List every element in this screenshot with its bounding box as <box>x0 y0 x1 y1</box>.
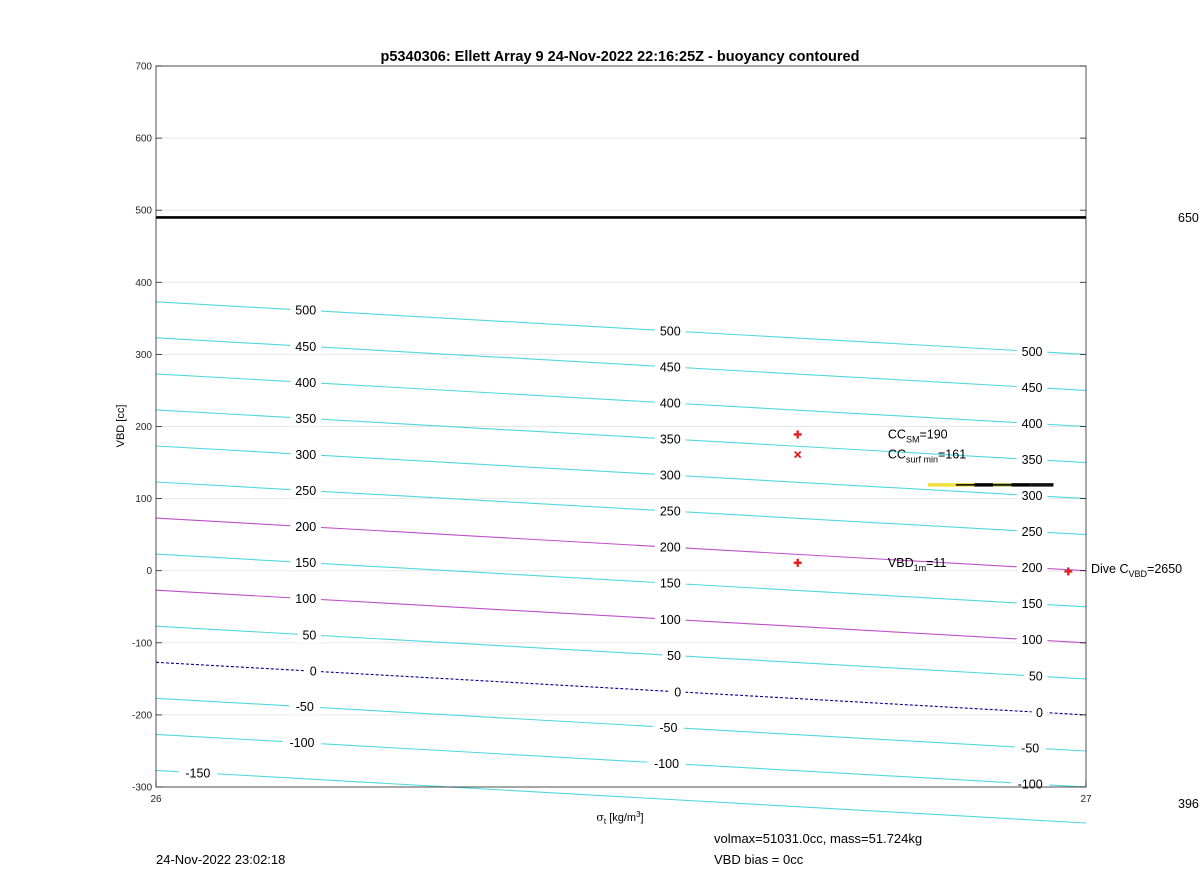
contour-label-150-0: 150 <box>295 556 317 571</box>
contour-label--100-1: -100 <box>654 756 680 771</box>
contour-label-100-1: 100 <box>659 612 681 627</box>
tick-label-layer <box>132 62 1092 806</box>
x-axis-label-sub: t <box>603 817 607 826</box>
hline-right-label: 650 <box>1178 211 1199 225</box>
marker-Dive_C_VBD <box>1064 567 1072 575</box>
contour-label-50-0: 50 <box>302 628 317 643</box>
contour-label-350-0: 350 <box>295 411 317 426</box>
x-axis-label <box>596 810 643 826</box>
contour-label-100-2: 100 <box>1021 633 1043 648</box>
marker-label-CC_surf_min: $CC_{surf min}=161$ <box>887 447 967 465</box>
x-axis-label-unit-sup: 3 <box>636 810 641 819</box>
y-tick-label-3: 400 <box>135 277 152 289</box>
contour-label-0-0: 0 <box>309 664 317 679</box>
footer-vbd-bias: VBD bias = 0cc <box>714 852 804 867</box>
contour-label-200-2: 200 <box>1021 561 1043 576</box>
dive-cvbd-prefix: Dive C <box>1091 562 1129 576</box>
contour-label-400-1: 400 <box>659 396 681 411</box>
contour-label-200-0: 200 <box>295 520 317 535</box>
contour-label-200-1: 200 <box>659 540 681 555</box>
marker-CC_SM <box>794 430 802 438</box>
contour-label--50-0: -50 <box>295 700 314 715</box>
contour-label-50-2: 50 <box>1028 669 1043 684</box>
bottom-right-label: 396 <box>1178 797 1199 811</box>
contour-label-layer <box>179 302 1050 792</box>
contour-label-450-2: 450 <box>1021 380 1043 395</box>
contour-label-400-2: 400 <box>1021 416 1043 431</box>
y-tick-label-6: 100 <box>135 494 152 506</box>
y-tick-label-5: 200 <box>135 422 152 433</box>
contour-label-300-0: 300 <box>295 447 317 462</box>
x-tick-label-1: 27 <box>1080 794 1092 805</box>
contour-label-250-2: 250 <box>1021 525 1043 540</box>
contour-label-450-0: 450 <box>295 339 317 354</box>
contour-label-150-1: 150 <box>659 576 681 591</box>
contour-label-300-2: 300 <box>1021 489 1043 504</box>
contour-label-50-1: 50 <box>667 649 681 664</box>
contour-label-500-2: 500 <box>1021 344 1043 359</box>
marker-CC_surf_min <box>795 452 801 458</box>
y-tick-label-7: 0 <box>146 566 152 578</box>
y-tick-label-9: -200 <box>131 710 152 722</box>
footer-timestamp: 24-Nov-2022 23:02:18 <box>156 852 286 867</box>
y-tick-label-4: 300 <box>135 349 152 361</box>
contour-line-50 <box>156 626 1086 679</box>
dive-cvbd-sub: VBD <box>1128 569 1148 579</box>
contour-label-0-2: 0 <box>1036 705 1043 720</box>
dive-cvbd-label <box>1091 562 1182 579</box>
footer-volmax: volmax=51031.0cc, mass=51.724kg <box>714 831 923 846</box>
marker-VBD_1m <box>794 559 802 567</box>
chart-title: p5340306: Ellett Array 9 24-Nov-2022 22:16:25Z - buoyancy contoured <box>380 49 860 65</box>
y-tick-label-0: 700 <box>135 61 152 73</box>
contour-label-250-1: 250 <box>659 504 681 519</box>
contour-label-350-2: 350 <box>1021 452 1043 467</box>
marker-label-CC_SM: $CC_{SM}=190$ <box>887 427 948 445</box>
contour-label--50-2: -50 <box>1021 741 1040 756</box>
contour-label-350-1: 350 <box>659 432 681 447</box>
x-axis-label-unit-end: ] <box>640 812 644 824</box>
x-tick-label-0: 26 <box>150 794 162 805</box>
x-axis-label-symbol: σ <box>596 811 604 824</box>
contour-label-500-0: 500 <box>295 303 317 318</box>
x-axis-label-unit: [kg/m <box>606 812 637 824</box>
contour-label-300-1: 300 <box>659 468 681 483</box>
contour-label--100-2: -100 <box>1017 777 1043 792</box>
y-tick-label-2: 500 <box>135 205 152 217</box>
contour-label-400-0: 400 <box>295 375 317 390</box>
y-tick-label-10: -300 <box>131 782 152 794</box>
contour-label-500-1: 500 <box>659 324 681 339</box>
dive-cvbd-value: =2650 <box>1147 562 1183 576</box>
y-axis-label: VBD [cc] <box>115 404 127 448</box>
marker-label-VBD_1m: $VBD_{1m}=11$ <box>887 555 947 573</box>
contour-label-100-0: 100 <box>295 592 317 607</box>
contour-label-0-1: 0 <box>674 685 682 700</box>
contour-label--150-0: -150 <box>185 766 211 781</box>
contour-label-250-0: 250 <box>295 483 317 498</box>
y-tick-label-1: 600 <box>135 133 152 145</box>
contour-label--50-1: -50 <box>659 720 678 735</box>
contour-label-450-1: 450 <box>659 360 681 375</box>
contour-label-150-2: 150 <box>1021 597 1043 612</box>
contour-label--100-0: -100 <box>289 736 315 751</box>
y-tick-label-8: -100 <box>131 638 152 650</box>
